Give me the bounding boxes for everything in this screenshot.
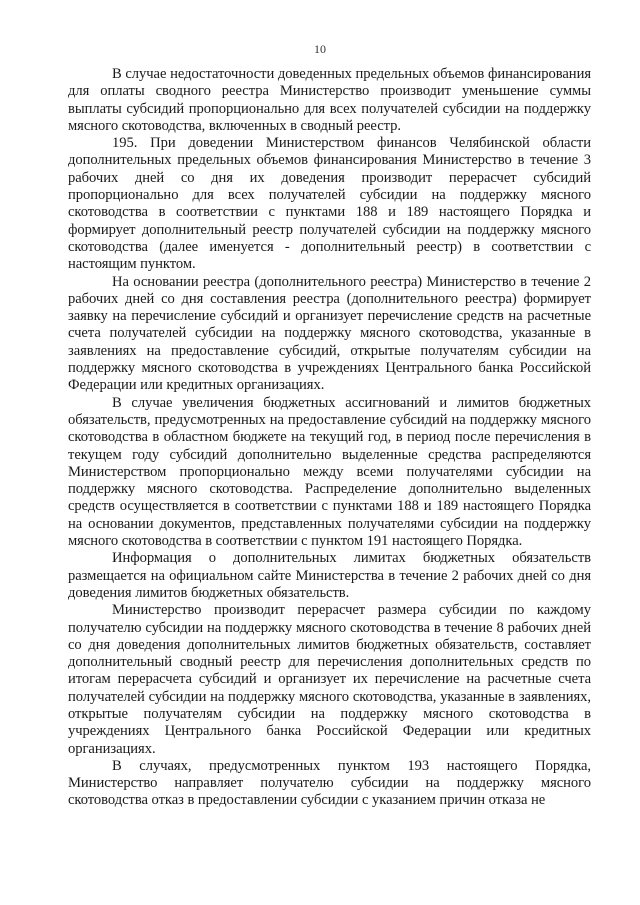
paragraph-funding-shortfall: В случае недостаточности доведенных предельных объемов финансирования для оплаты сводного реестра Министерство производит уменьшение суммы выплаты субсидий пропорционально для всех получателей субсидии на поддержку мясного скотоводства, включенных в сводный реестр. (68, 66, 591, 134)
paragraph-ministry-recalculation: Министерство производит перерасчет размера субсидии по каждому получателю субсидии на поддержку мясного скотоводства в течение 8 рабочих дней со дня доведения дополнительных лимитов бюджетных обязательств, составляет дополнительный сводный реестр для перечисления дополнительных средств по итогам перерасчета субсидий и организует их перечисление на расчетные счета получателей субсидии на поддержку мясного скотоводства, указанные в заявлениях, открытые получателям субсидии на поддержку мясного скотоводства в учреждениях Центрального банка Российской Федерации или кредитных организациях. (68, 602, 591, 757)
page-number: 10 (314, 42, 326, 56)
paragraph-195-recalculation: 195. При доведении Министерством финансов Челябинской области дополнительных предельных объемов финансирования Министерство в течение 3 рабочих дней со дня их доведения производит перерасчет субсидий пропорционально для всех получателей субсидии на поддержку мясного скотоводства в соответствии с пунктами 188 и 189 настоящего Порядка и формирует дополнительный реестр получателей субсидии на поддержку мясного скотоводства (далее именуется - дополнительный реестр) в соответствии с настоящим пунктом. (68, 135, 591, 273)
document-body (68, 66, 591, 810)
paragraph-registry-transfer: На основании реестра (дополнительного реестра) Министерство в течение 2 рабочих дней со дня составления реестра (дополнительного реестра) формирует заявку на перечисление субсидий и организует перечисление средств на расчетные счета получателей субсидии на поддержку мясного скотоводства, указанные в заявлениях на предоставление субсидий, открытые получателям субсидии на поддержку мясного скотоводства в учреждениях Центрального банка Российской Федерации или кредитных организациях. (68, 273, 591, 394)
paragraph-budget-increase: В случае увеличения бюджетных ассигнований и лимитов бюджетных обязательств, предусмотренных на предоставление субсидий на поддержку мясного скотоводства в областном бюджете на текущий год, в период после перечисления в текущем году субсидий дополнительно выделенные средства распределяются Министерством пропорционально между всеми получателями субсидии на поддержку мясного скотоводства. Распределение дополнительно выделенных средств осуществляется в соответствии с пунктами 188 и 189 настоящего Порядка на основании документов, представленных получателями субсидии на поддержку мясного скотоводства в соответствии с пунктом 191 настоящего Порядка. (68, 394, 591, 550)
paragraph-refusal-cases: В случаях, предусмотренных пунктом 193 настоящего Порядка, Министерство направляет получателю субсидии на поддержку мясного скотоводства отказ в предоставлении субсидии с указанием причин отказа не (68, 757, 591, 809)
paragraph-limits-information: Информация о дополнительных лимитах бюджетных обязательств размещается на официальном сайте Министерства в течение 2 рабочих дней со дня доведения лимитов бюджетных обязательств. (68, 550, 591, 601)
